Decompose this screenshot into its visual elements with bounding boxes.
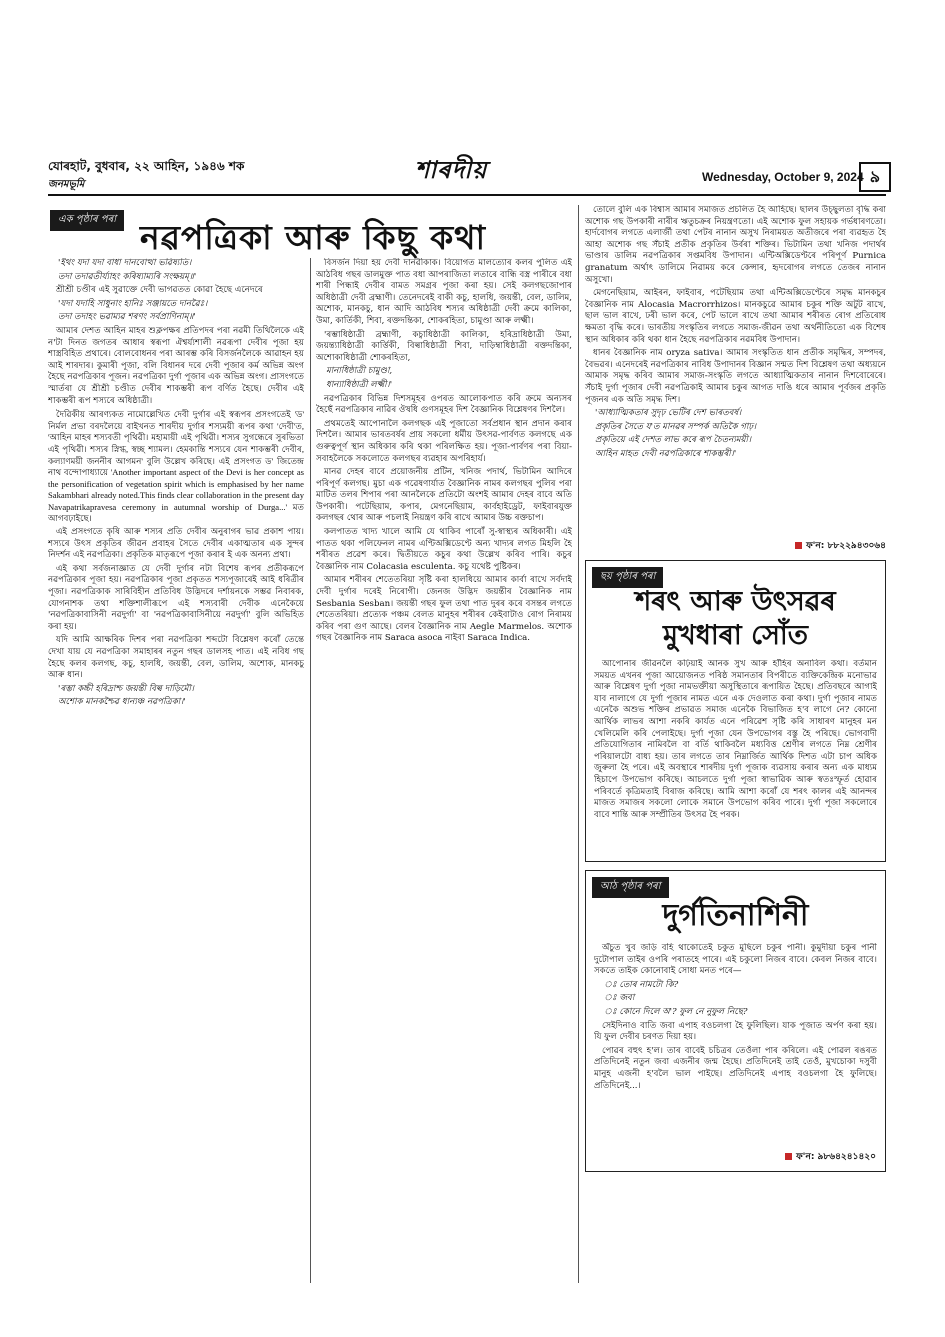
paragraph: সেইদিনাও বাতি জবা এপাহ বওচলগা হৈ ফুলিছিল। যাক পূজাত অৰ্পণ কৰা হয়। যি ফুল দেবীৰ চৰণত দিয়া হয়। xyxy=(594,1020,877,1043)
article3-body xyxy=(594,943,877,1143)
paragraph: পোৱৰ বহুৎ হ'ল। তাৰ বাবেই চচিত্ৰৰ তেওঁলা পাৰ কৰিলে। এই পোৱল ৰঙৰত প্ৰতিদিনেই নতুন জবা এজনীৰ জন্ম হৈছে। প্ৰতিদিনেই তাই তেওঁ, মুখচোকা দসুবী মানুহ এজনী হ'বলৈ ভাল পাইছে। প্ৰতিদিনেই এপাহ বওচলগা হৈ ফুলিছে। প্ৰতিদিনেই...। xyxy=(594,1045,877,1091)
paragraph: বিসৰ্জন দিয়া হয় দেবী দানৱীকাক। বিয়োগত মালত্যোৰ কলৰ পুলিত এই আঠবিধ গছৰ ডালমুক্ত পাত বধা আপৰাজিতা লতাৰে বান্ধি বস্ত্ৰ পাৰীৰে বধা শাৰী পিন্ধাই দেবীৰ বামত সমগ্ৰৰ পূজা কৰা হয়। সেই কলগছজোপাৰ অধিষ্ঠাত্ৰী দেবী ব্ৰহ্মাণী। তেনেদৰেই বাকী কচু, হালধি, জয়ন্তী, বেল, ডালিম, অশোক, মানকচু, ধান আদি আঠবিধ শস্যৰ অধিষ্ঠাত্ৰী দেবী ক্ৰমে কালিকা, উমা, কাৰ্তিকী, শিবা, ৰক্তদন্তিকা, শোকৰহিতা, চামুণ্ডা আৰু লক্ষ্মী। xyxy=(316,258,572,326)
verse-line: অশোক মানকশ্চৈৱ ধান্যঞ্চ নৱপত্ৰিকা।' xyxy=(58,697,186,708)
verse-line: মানাধিষ্ঠাত্ৰী চামুণ্ডা, xyxy=(326,366,393,377)
paragraph: ধানৰ বৈজ্ঞানিক নাম oryza sativa। আমাৰ সংস্কৃতিত ধান প্ৰতীক সমৃদ্ধিৰ, সম্পদৰ, বৈভৱৰ। এনেদৰেই নৱপত্ৰিকাৰ নাবিধ উপাদানৰ বিজ্ঞান সন্মত দিশ বিশ্লেষণ তথা অধ্যয়নে আমাক সমৃদ্ধ কৰিব আমাৰ সমাজ-সংস্কৃতি লগতে আধ্যাত্মিকতাৰ নানান দিশবোৰেৰে। সঁচাই দুৰ্গা পূজাৰ দেবী নৱপত্ৰিকাই আমাৰ চকুৰ আগত দাঙি ধৰে আমাৰ পূৰ্বজৰ প্ৰকৃতি পূজনৰ এক অতি সমৃদ্ধ দিশ। xyxy=(585,348,886,405)
verse-line: 'ইথং যদা যদা বাধা দানবোত্থা ভৱিষ্যতি। xyxy=(58,258,192,268)
article2-title-line2: মুখধাৰা সোঁত xyxy=(663,620,808,651)
article1-column-2 xyxy=(316,258,572,1283)
masthead: শাৰদীয় xyxy=(415,155,488,184)
verse-line: ধান্যাধিষ্ঠাত্ৰী লক্ষ্মী।' xyxy=(326,379,393,390)
article1-kicker: এক পৃষ্ঠাৰ পৰা xyxy=(50,210,124,231)
verse-line: 'আধ্যাত্মিকতাৰ সুদৃঢ় ভেটিৰ দেশ ভাৰতবৰ্ষ। xyxy=(595,408,742,419)
red-square-icon xyxy=(795,542,802,549)
verse-line: 'ৰম্ভা কচ্চী হৰিদ্ৰাশ্চ জয়ন্তী বিল্ব দাড়িমৌ। xyxy=(58,683,194,694)
paragraph: শ্ৰীশ্ৰী চণ্ডীৰ এই সুৱাক্তে দেবী ভাগৱতত কোৱা হৈছে এনেদৰে xyxy=(56,285,263,296)
article1-title: নৱপত্ৰিকা আৰু কিছু কথা xyxy=(140,218,487,257)
paragraph: আপোনাৰ জীৱনলৈ কঢ়িয়াই আনক সুখ আৰু হাঁহিৰ অনাবিল কথা। বৰ্তমান সময়ত এখনৰ পূজা আয়োজনত পৰিষ্ঠ সমানতাৰ বিপৰীতে ব্যক্তিকেন্দ্ৰিক মনোভাৱ আৰু বিশ্লেষণ দুৰ্গা পূজা নামভক্তীয়া অসুস্থিতাৰে ৰূপায়িত হৈছে। প্ৰতিবছৰে আগাই যাব নালাগে যে দুৰ্গা পূজাৰ নামত এনে এক দেওলাত কৰা কথা। দুৰ্গা পূজাৰ নামত এনেকৈ অশুভ শক্তিৰ প্ৰভাৱত সমাজ এনেকৈ বিভাজিত হ'ব লাগে নে? কোনো আৰ্থিক লাভৰ আশা নকৰি কাৰ্যত এনে পৰিৱেশ সৃষ্টি কৰি সাধাৰণ মানুহৰ মন খেলিমেলি কৰি পেলাইছে। দুৰ্গা পূজা যেন উপভোগৰ বস্তু হৈ পৰিছে। ভোগবাদী প্ৰতিযোগিতাৰ নামিবলৈ বা বৰ্তি থাকিবলৈ মধ্যবিত্ত শ্ৰেণীৰ লগতে নিম্ন শ্ৰেণীৰ পৰিয়ালটো বাধ্য হয়। তাৰ লগতে তাৰ নিম্নাৰ্জিত আৰ্থিক দিশত এটা চাপ অধিক জুৰুলা হৈ পৰে। এই অবস্থাৰে শাৰদীয় দুৰ্গা পূজাক ব্যৱসায় কৰাৰ অন্য এক মাধ্যম হিচাপে উপভোগ কৰিছে। আচলতে দুৰ্গা পূজা স্বাভাৱিক আৰু স্বতঃস্ফূৰ্ত হোৱাৰ পৰিবৰ্তে কৃত্ৰিমতাই বিৰাজ কৰিছে। আমি আশা কৰোঁ যে শৰৎ কালৰ এই আনন্দৰ মাজত সমাজৰ সকলো লোকে সমানে উপভোগ কৰিব পাৰে। দুৰ্গা পূজা সকলোৰে বাবে শান্তি আৰু সম্প্ৰীতিৰ উৎসৱ হৈ পৰক। xyxy=(594,659,877,820)
article2-body xyxy=(594,659,877,855)
phone-text: ফ'ন: ৮৮২২৯৪৩০৬৪ xyxy=(806,541,886,551)
article1-column-3 xyxy=(585,205,886,535)
verse-line: তদা তদাহং ভৱাম্যৱ শৰণং সৰ্বপ্ৰাণিনাম্॥' xyxy=(58,312,196,323)
paragraph: কলপাতত খাদ্য খালে আমি যে থাকিব পাৰোঁ সু-স্বাস্থ্যৰ অধিকাৰী। এই পাতত থকা পলিফেনল নামৰ এণ্টিঅক্সিডেণ্টে অন্য খাদ্যৰ লগত মিহলি হৈ শৰীৰত প্ৰৱেশ কৰে। দ্বিতীয়তে কচুৰ কথা উল্লেখ কৰিব পাৰি। কচুৰ বৈজ্ঞানিক নাম Colacasia esculenta. কচু যথেষ্ট পুষ্টিকৰ। xyxy=(316,527,572,572)
dialogue-line: ঃ কোনে দিলে অ'? ফুল নে নুফুল নিছে? xyxy=(604,1006,748,1017)
header-rule xyxy=(48,194,886,196)
verse-line: প্ৰকৃতিয়ে এই দেশত লাভ কৰে ৰূপ চৈতন্যময়ী। xyxy=(595,435,752,446)
paragraph: দৈৱিকীয় আৰণ্যকত নামোল্লেখিত দেবী দুৰ্গাৰ এই স্বৰূপৰ প্ৰসংগতেই 'ড' নিৰ্মল প্ৰভা বৰদলৈয়ে বাইখনত শাৰদীয় দুৰ্গাৰ শস্যময়ী ৰূপৰ কথা 'দেবী'ত, 'আহিন মাহৰ শস্যবতী পৃথিৱী। মহামায়ী এই পৃথিৱী। শস্যৰ সুগন্ধেৰে সুৰভিতা এই পৃথিৱী। শস্যৰ স্নিগ্ধ, স্বচ্ছ শ্যামল। হেমকান্তি শস্যৰে যেন শাকম্ভৰী দেবীৰ, কল্যাণময়ী জননীৰ আগমন' বুলি উল্লেখ কৰিছে। এই প্ৰসংগত ড' জিতেন্দ্ৰ নাথ বন্দোপাধ্যায়ে 'Another important aspect of the Devi is her concept as the personification of vegetation spirit which is emphasised by her name Sakambhari already noted.This finds clear collaboration in the present day Navapatrikapravesa ceremony in autumnal worship of Durga...' মত আগবঢ়াইছে। xyxy=(48,409,304,524)
verse-line: 'যদা যদাহি সাধুনাং হানিঃ সঞ্জায়তে দানৱৈঃ। xyxy=(58,298,208,309)
article3-title: দুৰ্গতিনাশিনী xyxy=(662,898,809,933)
dateline: যোৰহাট, বুধবাৰ, ২২ আহিন, ১৯৪৬ শক xyxy=(48,159,245,173)
dialogue-line: ঃ জবা xyxy=(604,993,635,1004)
paragraph: আমাৰ শৰীৰৰ শেতেতৰিয়া সৃষ্টি কৰা হালধিয়ে আমাৰ কাৰ্বা ৰাখে সৰ্বদাই দেবী দুৰ্গাৰ দৰেই নিৰোগী। জেনজ উদ্ভিদ জয়ন্তীৰ বৈজ্ঞানিক নাম Sesbania Sesban। জয়ন্তী গছৰ ফুল তথা পাত দুৰৰ কৰে বসন্তৰ লগতে শেতেতৰিয়া। প্ৰত্যেক পঞ্চম বেলত মানুহৰ শৰীৰৰ কেইবাটাও ৰোগ নিৰাময় কৰিব পৰা গুণ আছে। বেলৰ বৈজ্ঞানিক নাম Aegle Marmelos. অশোক গছৰ বৈজ্ঞানিক নাম Saraca asoca নাইবা Saraca Indica. xyxy=(316,575,572,644)
article3-phone xyxy=(686,1149,876,1164)
article2-kicker: ছয় পৃষ্ঠাৰ পৰা xyxy=(592,567,663,588)
paragraph: তোলে বুলি এক বিশ্বাস আমাৰ সমাজত প্ৰচলিত হৈ আহিছে। ছালৰ উচ্ছ্বলতা বৃদ্ধি কৰা অশোক গছ উপকাৰী নাৰীৰ ঋতুচক্ৰৰ নিয়ন্ত্ৰণতো। এই অশোক ফুল সহায়ক গৰ্ভধাৰণতো। হাৰ্দবোগৰ লগতে এলাৰ্জী তথা পেটৰ নানান অসুখ নিৰাময়ত অতীজৰে পৰা ব্যৱহৃত হৈ আহা অশোক গছ সঁচাই প্ৰতীক প্ৰকৃতিৰ উৰ্বৰা শক্তিৰ। ভিটামিন তথা খনিজ পদাৰ্থৰ ভাণ্ডাৰ ডালিম নৱপত্ৰিকাৰ সপ্তমবিধ উপাদান। এন্টিঅক্সিডেণ্টৰে পৰিপূৰ্ণ Purnica granatum অৰ্থাৎ ডালিমে নিৱাময় কৰে কেন্সাৰ, হৃদৰোগৰ লগতে তেজৰ নানান অসুখো। xyxy=(585,205,886,285)
paper-name: জনমভূমি xyxy=(48,179,85,190)
paragraph: এই প্ৰসংগতে কৃষি আৰু শস্যৰ প্ৰতি দেবীৰ অনুৰাগৰ ভাৱ প্ৰকাশ পায়। শস্যৰে উৎস প্ৰকৃতিৰ জীৱন প্ৰবাহৰ সৈতে দেবীৰ একাত্মতাৰ এক সুন্দৰ নিদৰ্শন এই নৱপত্ৰিকা। প্ৰকৃতিক মাতৃৰূপে পূজা কৰাৰ ই এক অনন্য প্ৰথা। xyxy=(48,527,304,561)
article2-box xyxy=(585,560,886,862)
paragraph: প্ৰথমতেই আপোনালৈ কলগছক এই পূজাতো সৰ্বপ্ৰধান স্থান প্ৰদান কৰাৰ দিশলৈ। আমাৰ ভাৰতবৰ্ষৰ প্ৰায় সকলো ধৰ্মীয় উৎসৱ-পাৰ্বণত কলগছে এক গুৰুত্বপূৰ্ণ স্থান অধিকাৰ কৰি থকা পৰিলক্ষিত হয়। পূজা-পাৰ্বণৰ পৰা বিয়া-সবাহলৈকে সকলোতে কলগছৰ ব্যৱহাৰ অপৰিহাৰ্য। xyxy=(316,418,572,464)
paragraph: অঁচুত খুব জড়ি বহি থাকোতেই চকুত মুছিলে চকুৰ পানী। কুমুদীয়া চকুৰ পানী দুটোপাল তাইৰ ওপৰি পৰাতহে পাৰে। এই চকুলো নিজৰ বাবে। কেবল নিজৰ বাবে। সকতে তাইক কোনোবাই সোধা মনত পৰে— xyxy=(594,943,877,977)
red-square-icon xyxy=(785,1153,792,1160)
article1-phone xyxy=(700,538,886,553)
paragraph: মেগনেছিয়াম, আইৰন, ফাইবাৰ, পটেছিয়াম তথা এন্টিঅক্সিডেণ্টেৰে সমৃদ্ধ মানকচুৰ বৈজ্ঞানিক নাম Alocasia Macrorrhizos। মানকচুৱে আমাৰ চকুৰ শক্তি অটুট ৰাখে, ছাল ভাল ৰাখে, ঢৰী ভাল কৰে, পেট ভালে ৰাখে তথা আমাৰ শৰীৰত ৰোগ প্ৰতিৰোধ ক্ষমতা বৃদ্ধি কৰে। ভাৰতীয় সংস্কৃতিৰ লগতে সমাজ-জীৱন তথা অৰ্থনীতিতো এক বিশেষ স্থান অধিকাৰ কৰি থকা ধান হৈছে নৱপত্ৰিকাৰ নৱমবিধ উপাদান। xyxy=(585,288,886,345)
article3-box xyxy=(585,870,886,1172)
article2-title-line1: শৰৎ আৰু উৎসৱৰ xyxy=(635,586,836,617)
verse-line: তদা তদাৱতীৰ্য্যাহং কৰিষ্যাম্যৰি সংক্ষয়ম্॥' xyxy=(58,271,197,282)
paragraph: নৱপত্ৰিকাৰ বিভিন্ন দিশসমূহৰ ওপৰত আলোকপাত কৰি ক্ৰমে অন্যসৰ হৈছেঁ নৱপত্ৰিকাৰ নাৱিৰ ঔষধি গুণসমূহৰ দিশ বৈজ্ঞানিক বিশ্লেষণৰ দিশলৈ। xyxy=(316,393,572,416)
dialogue-line: ঃ তোৰ নামটো কি? xyxy=(604,979,679,990)
phone-text: ফ'ন: ৯৮৬৪২৪১৪২০ xyxy=(796,1152,876,1162)
english-date: Wednesday, October 9, 2024 xyxy=(702,170,864,184)
paragraph: মানৱ দেহৰ বাবে প্ৰয়োজনীয় প্ৰটিন, খনিজ পদাৰ্থ, ভিটামিন আদিৰে পৰিপূৰ্ণ কলগছ। মুচা এক গৱেষণাৰ্যাত বৈজ্ঞানিক নামৰ কলগছৰ পুলিৰ পৰা মাটিত তলৰ শিপাৰ পৰা আনলৈকে প্ৰতিটো অংশই আমাৰ দেহৰ বাবে অতি উপকাৰী। পটেছিয়াম, কপাৰ, মেগনেছিয়াম, কাৰ্বহাইড্ৰেট, ফাইবাৰযুক্ত কলগছৰ থোৰ আৰু পচলাই নিয়ন্ত্ৰণ কৰি ৰাখে আমাৰ উচ্চ ৰক্তচাপ। xyxy=(316,467,572,524)
verse-line: প্ৰকৃতিৰ সৈতে য'ত মানৱৰ সম্পৰ্ক অতিকৈ গাঢ়। xyxy=(595,421,757,432)
article1-column-1 xyxy=(48,258,304,1283)
paragraph: আমাৰ দেশত আহিন মাহৰ শুক্লপক্ষৰ প্ৰতিপদৰ পৰা নৱমী তিথিলৈকে এই ন'টা দিনত জগতৰ আধাৰ স্বৰূপা ঐশ্বৰ্য্যশালী নৱৰূপা দেবীৰ পূজা হয় শাস্ত্ৰবিহিত প্ৰথাৰে। বোলবোধনৰ পৰা আৰম্ভ কৰি বিসৰ্জনলৈকে আৱাহন হয় আই শাৰদাৰ। কুমাৰী পূজা, বলি বিধানৰ দৰে দেবী পূজাৰ কৰ্ম অভিন্ন অংগ হৈছে নৱপত্ৰিকাৰ পূজন। নৱপত্ৰিকা দুৰ্গা পূজাৰ এক অভিন্ন অংগ। প্ৰাসংগতে স্মাৰ্তৰা যে শ্ৰীশ্ৰী চণ্ডীত দেবীৰ শাকম্ভৰী ৰূপ বৰ্ণিত হৈছে। দেবীৰ এই শাকম্ভৰী ৰূপ শস্যৰে অধিষ্ঠাত্ৰী। xyxy=(48,325,304,406)
paragraph: এই কথা সৰ্বজনাজ্ঞাত যে দেবী দুৰ্গাৰ নটা বিশেষ ৰূপৰ প্ৰতীকৰূপে নৱপত্ৰিকাৰ পূজা হয়। নৱপত্ৰিকাৰ পূজা প্ৰকৃতত শস্যপূজাৰেই আই ধৰিত্ৰীৰ পূজা। নৱপত্ৰিকাক সাৰিবিহীন প্ৰতিবিধ উদ্ভিদৰে দৰ্শায়নকে সম্ভৱ নিবাৰক, যোগনাশক তথা শক্তিশালীৰূপে এই শস্যবাৰী দেবীক এনেকৈয়ে 'নৱপত্ৰিকাবাসিনী নৱদুৰ্গা' বা 'নৱপত্ৰিকাবাসিনীয়ে নৱদুৰ্গা' বুলি অভিহিত কৰা হয়। xyxy=(48,563,304,632)
paragraph: যদি আমি আক্ষৰিক দিশৰ পৰা নৱপত্ৰিকা শব্দটো বিশ্লেষণ কৰোঁ তেন্তে দেখা যায় যে নৱপত্ৰিকা সমাহাৰৰ নতুন গছৰ ডালসহ পাত। এই নবিধ গছ হৈছে কলৰ কলগছ, কচু, হালধি, জয়ন্তী, বেল, ডালিম, অশোক, মানকচু আৰু ধান। xyxy=(48,635,304,681)
verse-line: আহিন মাহত দেবী নৱপত্ৰিকাৰে শাকম্ভৰী।' xyxy=(595,448,737,459)
paragraph: 'ৰম্ভাধিষ্ঠাত্ৰী ব্ৰহ্মাণী, কচ্বাধিষ্ঠাত্ৰী কালিকা, হৰিদ্ৰাধিষ্ঠাত্ৰী উমা, জয়ন্ত্যাধিষ্ঠাত্ৰী কাৰ্ত্তিকী, বিল্বাধিষ্ঠাত্ৰী শিবা, দাড়িম্বাধিষ্ঠাত্ৰী ৰক্তদন্তিকা, অশোকাধিষ্ঠাত্ৰী শোকৰহিতা, xyxy=(316,329,572,363)
column-divider xyxy=(578,205,579,1283)
column-divider xyxy=(310,258,311,1283)
article3-kicker: আঠ পৃষ্ঠাৰ পৰা xyxy=(592,877,669,898)
page-number: ৯ xyxy=(859,162,891,192)
